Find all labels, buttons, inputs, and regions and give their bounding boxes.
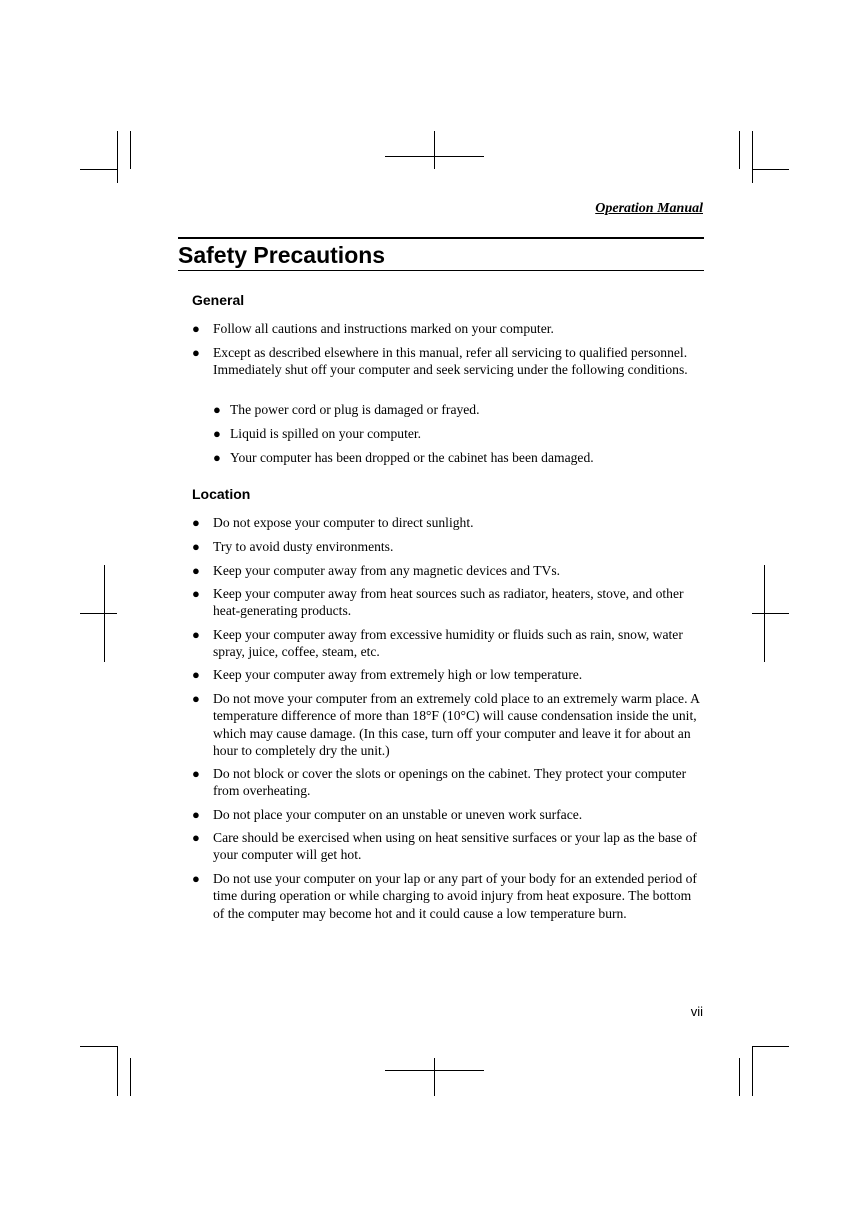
- list-item-text: Care should be exercised when using on heat sensitive surfaces or your lap as the base of your computer will get hot.: [213, 830, 697, 863]
- page-title: Safety Precautions: [178, 242, 386, 268]
- list-item-text: Do not use your computer on your lap or any part of your body for an extended period of time during operation or while charging to avoid injury from heat exposure. The bottom of the computer may become hot and it could cause a low temperature burn.: [213, 871, 697, 921]
- bullet-icon: ●: [213, 450, 221, 465]
- list-item-text: Keep your computer away from heat sources such as radiator, heaters, stove, and other heat-generating products.: [213, 586, 684, 619]
- list-item: [192, 806, 705, 823]
- bullet-icon: ●: [192, 586, 200, 601]
- list-item: [192, 320, 705, 337]
- list-item-text: Do not move your computer from an extremely cold place to an extremely warm place. A temperature difference of more than 18°F (10°C) will cause condensation inside the unit, which may cause damage. (In this case, turn off your computer and leave it for about an hour to completely dry the unit.): [213, 691, 700, 758]
- list-item: [192, 870, 705, 922]
- title-rule-bottom: [178, 270, 704, 271]
- section-heading-general: General: [192, 292, 245, 308]
- bullet-icon: ●: [192, 667, 200, 682]
- list-item-text: Do not block or cover the slots or openings on the cabinet. They protect your computer from overheating.: [213, 766, 687, 799]
- list-item: [192, 690, 705, 759]
- list-item-text: Do not expose your computer to direct sunlight.: [213, 515, 474, 530]
- list-item-text: Follow all cautions and instructions marked on your computer.: [213, 321, 554, 336]
- bullet-icon: ●: [192, 539, 200, 554]
- list-item-text: Try to avoid dusty environments.: [213, 539, 394, 554]
- bullet-icon: ●: [192, 345, 200, 360]
- bullet-icon: ●: [192, 563, 200, 578]
- list-item: [192, 765, 705, 800]
- list-item: [192, 585, 705, 620]
- list-item-text: Keep your computer away from extremely high or low temperature.: [213, 667, 583, 682]
- bullet-icon: ●: [213, 426, 221, 441]
- bullet-icon: ●: [192, 321, 200, 336]
- sub-list-item: [213, 449, 700, 466]
- list-item: [192, 829, 705, 864]
- list-item: [192, 538, 705, 555]
- bullet-icon: ●: [192, 807, 200, 822]
- title-rule-top: [178, 237, 704, 239]
- list-item: [192, 626, 705, 661]
- list-item-text: Keep your computer away from any magnetic devices and TVs.: [213, 563, 561, 578]
- sub-list-item-text: Liquid is spilled on your computer.: [230, 426, 422, 441]
- list-item-text: Do not place your computer on an unstable or uneven work surface.: [213, 807, 583, 822]
- bullet-icon: ●: [192, 766, 200, 781]
- sub-list-item-text: Your computer has been dropped or the cabinet has been damaged.: [230, 450, 594, 465]
- sub-list-item-text: The power cord or plug is damaged or frayed.: [230, 402, 480, 417]
- bullet-icon: ●: [192, 691, 200, 706]
- bullet-icon: ●: [192, 515, 200, 530]
- page-number: vii: [690, 1004, 703, 1019]
- bullet-icon: ●: [192, 871, 200, 886]
- section-heading-location: Location: [192, 486, 251, 502]
- list-item-text: Except as described elsewhere in this manual, refer all servicing to qualified personnel. Immediately shut off your computer and seek servicing under the following conditions.: [213, 345, 688, 378]
- list-item: [192, 666, 705, 683]
- bullet-icon: ●: [213, 402, 221, 417]
- sub-list-item: [213, 401, 700, 418]
- bullet-icon: ●: [192, 627, 200, 642]
- list-item-text: Keep your computer away from excessive humidity or fluids such as rain, snow, water spray, juice, coffee, steam, etc.: [213, 627, 683, 660]
- bullet-icon: ●: [192, 830, 200, 845]
- sub-list-item: [213, 425, 700, 442]
- running-header: Operation Manual: [595, 201, 703, 216]
- list-item: [192, 514, 705, 531]
- list-item: [192, 344, 705, 379]
- list-item: [192, 562, 705, 579]
